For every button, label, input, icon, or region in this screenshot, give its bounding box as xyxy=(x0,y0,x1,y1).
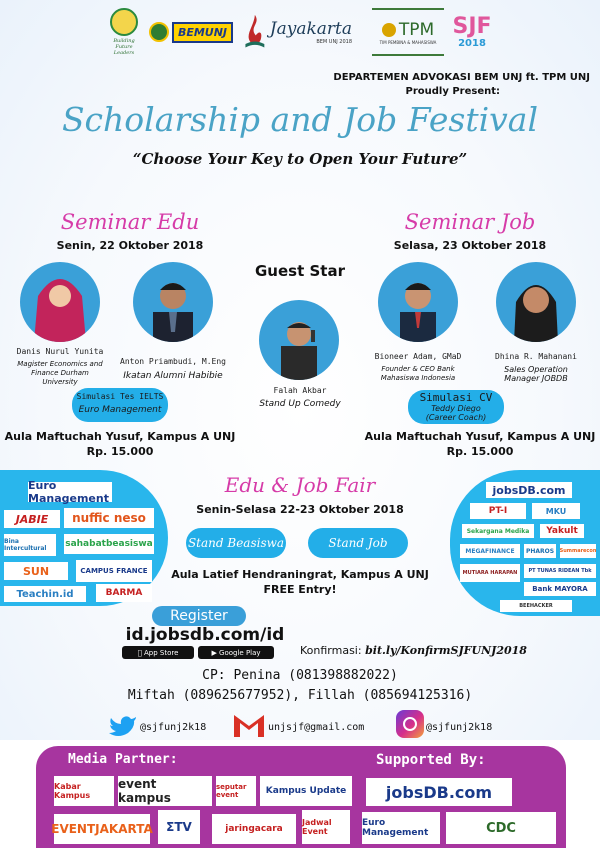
ielts-simulation-badge xyxy=(72,388,168,422)
guest-photo-falah xyxy=(259,300,339,380)
tpm-logo xyxy=(372,8,444,56)
media-logo-0: Kabar Kampus xyxy=(54,776,114,806)
stand-job-pill: Stand Job xyxy=(308,528,408,558)
media-logo-6: jaringacara xyxy=(212,814,296,844)
guest-star-title: Guest Star xyxy=(255,262,345,280)
event-title: Scholarship and Job Festival xyxy=(61,100,539,139)
job-logo-4: Yakult xyxy=(540,524,584,538)
seminar-job-date: Selasa, 23 Oktober 2018 xyxy=(393,239,547,252)
edu-logo-8: BARMA xyxy=(96,584,152,602)
job-logo-8: MUTIARA HARAPAN xyxy=(460,564,520,582)
bem-unj-logo xyxy=(148,6,234,58)
google-play-label: Google Play xyxy=(219,648,261,657)
edu-logo-2: nuffic neso xyxy=(64,508,154,528)
seminar-edu-date: Senin, 22 Oktober 2018 xyxy=(56,239,204,252)
email-address[interactable]: unjsjf@gmail.com xyxy=(268,722,365,733)
fair-venue: Aula Latief Hendraningrat, Kampus A UNJ xyxy=(171,568,429,581)
stand-beasiswa-pill: Stand Beasiswa xyxy=(186,528,286,558)
cv-simulation-badge xyxy=(408,390,504,424)
instagram-handle[interactable]: @sjfunj2k18 xyxy=(426,722,493,733)
supported-by-title: Supported By: xyxy=(376,752,486,768)
flame-icon xyxy=(242,10,268,54)
tpm-wordmark: TPM xyxy=(398,19,435,40)
edu-logo-1: JABIE xyxy=(4,510,60,528)
confirmation-link[interactable]: bit.ly/KonfirmSJFUNJ2018 xyxy=(365,644,527,657)
speaker-photo-anton xyxy=(133,262,213,342)
speaker-photo-bioneer xyxy=(378,262,458,342)
job-logo-3: Sekargana Medika xyxy=(462,524,534,538)
sjf-2018-logo xyxy=(452,6,492,58)
job-logo-10: Bank MAYORA xyxy=(524,582,596,596)
fair-entry: FREE Entry! xyxy=(263,583,337,596)
jayakarta-subtitle: BEM UNJ 2018 xyxy=(316,39,352,45)
speaker-caption-anton: Ikatan Alumni Habibie xyxy=(123,371,223,381)
speaker-caption-danis: Magister Economics and Finance Durham University xyxy=(17,360,103,386)
cv-simulation-title: Simulasi CV xyxy=(419,391,493,404)
register-url[interactable]: id.jobsdb.com/id xyxy=(125,625,285,645)
proudly-present: Proudly Present: xyxy=(405,86,500,97)
ielts-simulation-org: Euro Management xyxy=(78,405,162,415)
media-partner-title: Media Partner: xyxy=(68,752,178,767)
app-store-label: App Store xyxy=(141,648,177,657)
job-logo-7: Summarecon xyxy=(560,544,596,558)
building-future-leaders-logo xyxy=(106,6,142,58)
twitter-handle[interactable]: @sjfunj2k18 xyxy=(140,722,207,733)
media-logo-5: ΣTV xyxy=(158,810,200,844)
event-tagline: “Choose Your Key to Open Your Future” xyxy=(132,150,468,168)
logo-caption: Building Future Leaders xyxy=(113,38,135,56)
seminar-job-venue: Aula Maftuchah Yusuf, Kampus A UNJ xyxy=(364,430,596,443)
media-logo-2: seputar event xyxy=(216,776,256,806)
fair-date: Senin-Selasa 22-23 Oktober 2018 xyxy=(196,503,404,516)
gmail-icon[interactable] xyxy=(232,711,266,739)
job-logo-9: PT TUNAS RIDEAN Tbk xyxy=(524,564,596,578)
apple-icon xyxy=(139,648,142,657)
cv-simulation-role: (Career Coach) xyxy=(425,413,487,422)
job-logo-11: BEEHACKER xyxy=(500,600,572,612)
speaker-name-danis: Danis Nurul Yunita xyxy=(16,347,104,356)
speaker-name-dhina: Dhina R. Mahanani xyxy=(495,352,577,361)
cv-simulation-person: Teddy Diego xyxy=(431,404,481,413)
support-logo-1: Euro Management xyxy=(362,812,440,844)
speaker-photo-danis xyxy=(20,262,100,342)
speaker-caption-bioneer: Founder & CEO Bank Mahasiswa Indonesia xyxy=(380,365,456,382)
job-logo-5: MEGAFINANCE xyxy=(460,544,520,558)
job-logo-0: jobsDB.com xyxy=(486,482,572,498)
speaker-photo-dhina xyxy=(496,262,576,342)
confirmation-label: Konfirmasi: xyxy=(300,644,362,657)
google-play-badge[interactable] xyxy=(198,646,274,659)
app-store-badge[interactable] xyxy=(122,646,194,659)
sjf-year: 2018 xyxy=(458,37,486,49)
edu-logo-3: Bina Intercultural xyxy=(4,534,56,556)
edu-logo-6: CAMPUS FRANCE xyxy=(76,560,152,582)
edu-logo-0: Euro Management xyxy=(28,482,112,502)
speaker-caption-dhina: Sales Operation Manager JOBDB xyxy=(504,365,568,383)
support-logo-0: jobsDB.com xyxy=(366,778,512,806)
speaker-name-bioneer: Bioneer Adam, GMaD xyxy=(374,352,462,361)
contact-person: CP: Penina (081398882022) xyxy=(202,668,398,683)
register-button[interactable]: Register xyxy=(152,606,246,626)
sjf-wordmark: SJF xyxy=(452,13,492,39)
jayakarta-logo xyxy=(242,6,352,58)
seminar-edu-price: Rp. 15.000 xyxy=(86,445,154,458)
media-logo-1: event kampus xyxy=(118,776,212,806)
fair-title: Edu & Job Fair xyxy=(224,473,376,497)
unj-emblem-icon xyxy=(149,22,169,42)
speaker-name-anton: Anton Priambudi, M.Eng xyxy=(120,357,226,366)
bemunj-wordmark: BEMUNJ xyxy=(172,22,233,43)
job-logo-1: PT-I xyxy=(470,503,526,519)
leaf-icon xyxy=(110,8,138,36)
media-logo-4: EVENTJAKARTA xyxy=(54,814,150,844)
instagram-icon[interactable] xyxy=(396,710,424,738)
seminar-edu-title: Seminar Edu xyxy=(60,210,200,234)
play-icon: ▶ xyxy=(211,648,220,657)
seminar-job-title: Seminar Job xyxy=(404,210,536,234)
contact-person-2: Miftah (089625677952), Fillah (085694125316) xyxy=(127,688,473,703)
seminar-edu-venue: Aula Maftuchah Yusuf, Kampus A UNJ xyxy=(4,430,236,443)
edu-logo-4: sahabatbeasiswa xyxy=(64,534,154,554)
tpm-subtitle: TIM PEMBINA & MAHASISWA xyxy=(379,39,437,45)
twitter-icon[interactable] xyxy=(108,713,138,739)
tpm-emblem-icon xyxy=(382,23,396,37)
edu-logo-7: Teachin.id xyxy=(4,586,86,602)
organizer-line: DEPARTEMEN ADVOKASI BEM UNJ ft. TPM UNJ xyxy=(333,72,590,83)
media-logo-3: Kampus Update xyxy=(260,776,352,806)
ielts-simulation-title: Simulasi Tes IELTS xyxy=(76,392,164,401)
guest-caption: Stand Up Comedy xyxy=(259,399,341,409)
support-logo-2: CDC xyxy=(446,812,556,844)
job-logo-6: PHAROS xyxy=(524,544,556,558)
media-logo-7: Jadwal Event xyxy=(302,810,350,844)
confirmation-line xyxy=(300,644,600,657)
edu-logo-5: SUN xyxy=(4,562,68,580)
job-logo-2: MKU xyxy=(532,503,580,519)
guest-name: Falah Akbar xyxy=(273,386,327,395)
seminar-job-price: Rp. 15.000 xyxy=(446,445,514,458)
jayakarta-wordmark: Jayakarta xyxy=(269,19,352,39)
